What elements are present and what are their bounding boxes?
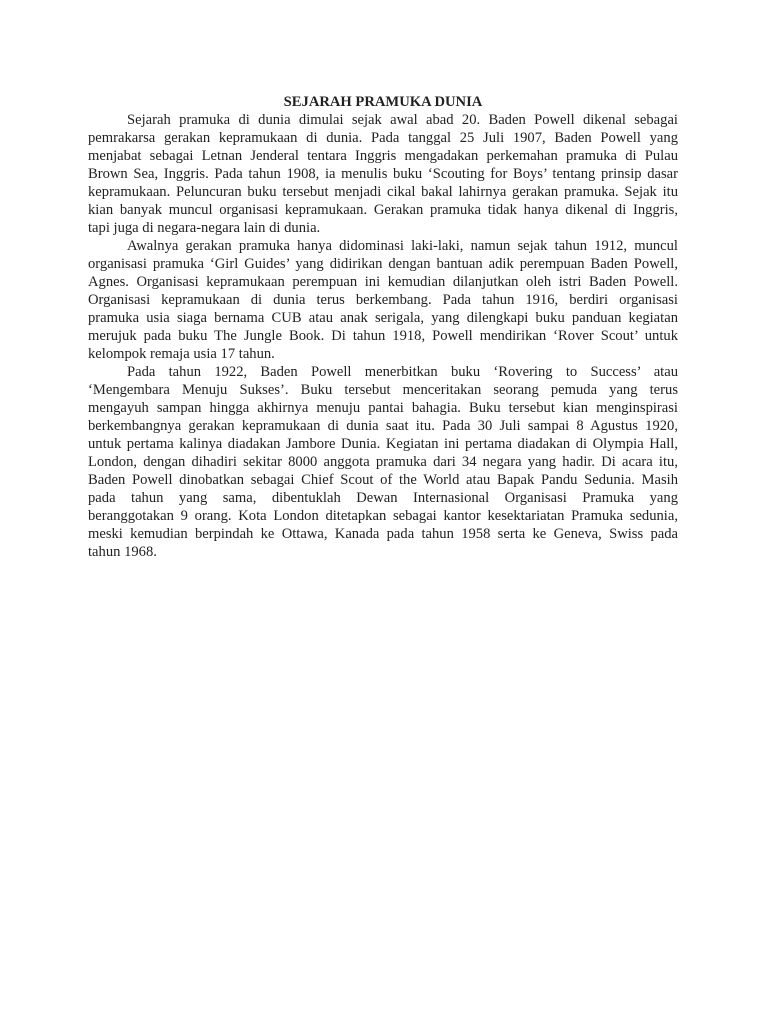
text-line: untuk pertama kalinya diadakan Jambore Dunia. Kegiatan ini pertama diadakan di Olympia Hall,: [88, 436, 678, 452]
document-page: [88, 93, 678, 561]
paragraph: [88, 237, 678, 363]
text-line: pramuka usia siaga bernama CUB atau anak serigala, yang dilengkapi buku panduan kegiatan: [88, 310, 678, 326]
paragraph: [88, 111, 678, 237]
text-line: berkembangnya gerakan kepramukaan di dunia saat itu. Pada 30 Juli sampai 8 Agustus 1920,: [88, 418, 678, 434]
document-body: [88, 111, 678, 561]
text-line: Awalnya gerakan pramuka hanya didominasi laki-laki, namun sejak tahun 1912, muncul: [127, 238, 678, 254]
text-line: kian banyak muncul organisasi kepramukaan. Gerakan pramuka tidak hanya dikenal di Inggris,: [88, 202, 678, 218]
document-title: SEJARAH PRAMUKA DUNIA: [283, 94, 483, 110]
text-line: Agnes. Organisasi kepramukaan perempuan ini kemudian dilanjutkan oleh istri Baden Powell.: [88, 274, 678, 290]
text-line: pada tahun yang sama, dibentuklah Dewan Internasional Organisasi Pramuka yang: [88, 490, 678, 506]
text-line: ‘Mengembara Menuju Sukses’. Buku tersebut menceritakan seorang pemuda yang terus: [88, 382, 678, 398]
text-line: kelompok remaja usia 17 tahun.: [88, 346, 275, 362]
text-line: mengayuh sampan hingga akhirnya menuju pantai bahagia. Buku tersebut kian menginspirasi: [88, 400, 678, 416]
text-line: merujuk pada buku The Jungle Book. Di tahun 1918, Powell mendirikan ‘Rover Scout’ untuk: [88, 328, 678, 344]
text-line: menjabat sebagai Letnan Jenderal tentara Inggris mengadakan perkemahan pramuka di Pulau: [88, 148, 678, 164]
text-line: Pada tahun 1922, Baden Powell menerbitkan buku ‘Rovering to Success’ atau: [127, 364, 678, 380]
text-line: beranggotakan 9 orang. Kota London ditetapkan sebagai kantor kesektariatan Pramuka sedunia,: [88, 508, 678, 524]
paragraph: [88, 363, 678, 561]
text-line: Brown Sea, Inggris. Pada tahun 1908, ia menulis buku ‘Scouting for Boys’ tentang prinsip dasar: [88, 166, 678, 182]
text-line: London, dengan dihadiri sekitar 8000 anggota pramuka dari 34 negara yang hadir. Di acara itu,: [88, 454, 678, 470]
text-line: pemrakarsa gerakan kepramukaan di dunia. Pada tanggal 25 Juli 1907, Baden Powell yang: [88, 130, 678, 146]
text-line: organisasi pramuka ‘Girl Guides’ yang didirikan dengan bantuan adik perempuan Baden Powell,: [88, 256, 678, 272]
text-line: Baden Powell dinobatkan sebagai Chief Scout of the World atau Bapak Pandu Sedunia. Masih: [88, 472, 678, 488]
text-line: kepramukaan. Peluncuran buku tersebut menjadi cikal bakal lahirnya gerakan pramuka. Sejak itu: [88, 184, 678, 200]
text-line: Sejarah pramuka di dunia dimulai sejak awal abad 20. Baden Powell dikenal sebagai: [127, 112, 678, 128]
text-line: tahun 1968.: [88, 544, 157, 560]
text-line: Organisasi kepramukaan di dunia terus berkembang. Pada tahun 1916, berdiri organisasi: [88, 292, 678, 308]
text-line: tapi juga di negara-negara lain di dunia.: [88, 220, 321, 236]
text-line: meski kemudian berpindah ke Ottawa, Kanada pada tahun 1958 serta ke Geneva, Swiss pada: [88, 526, 678, 542]
